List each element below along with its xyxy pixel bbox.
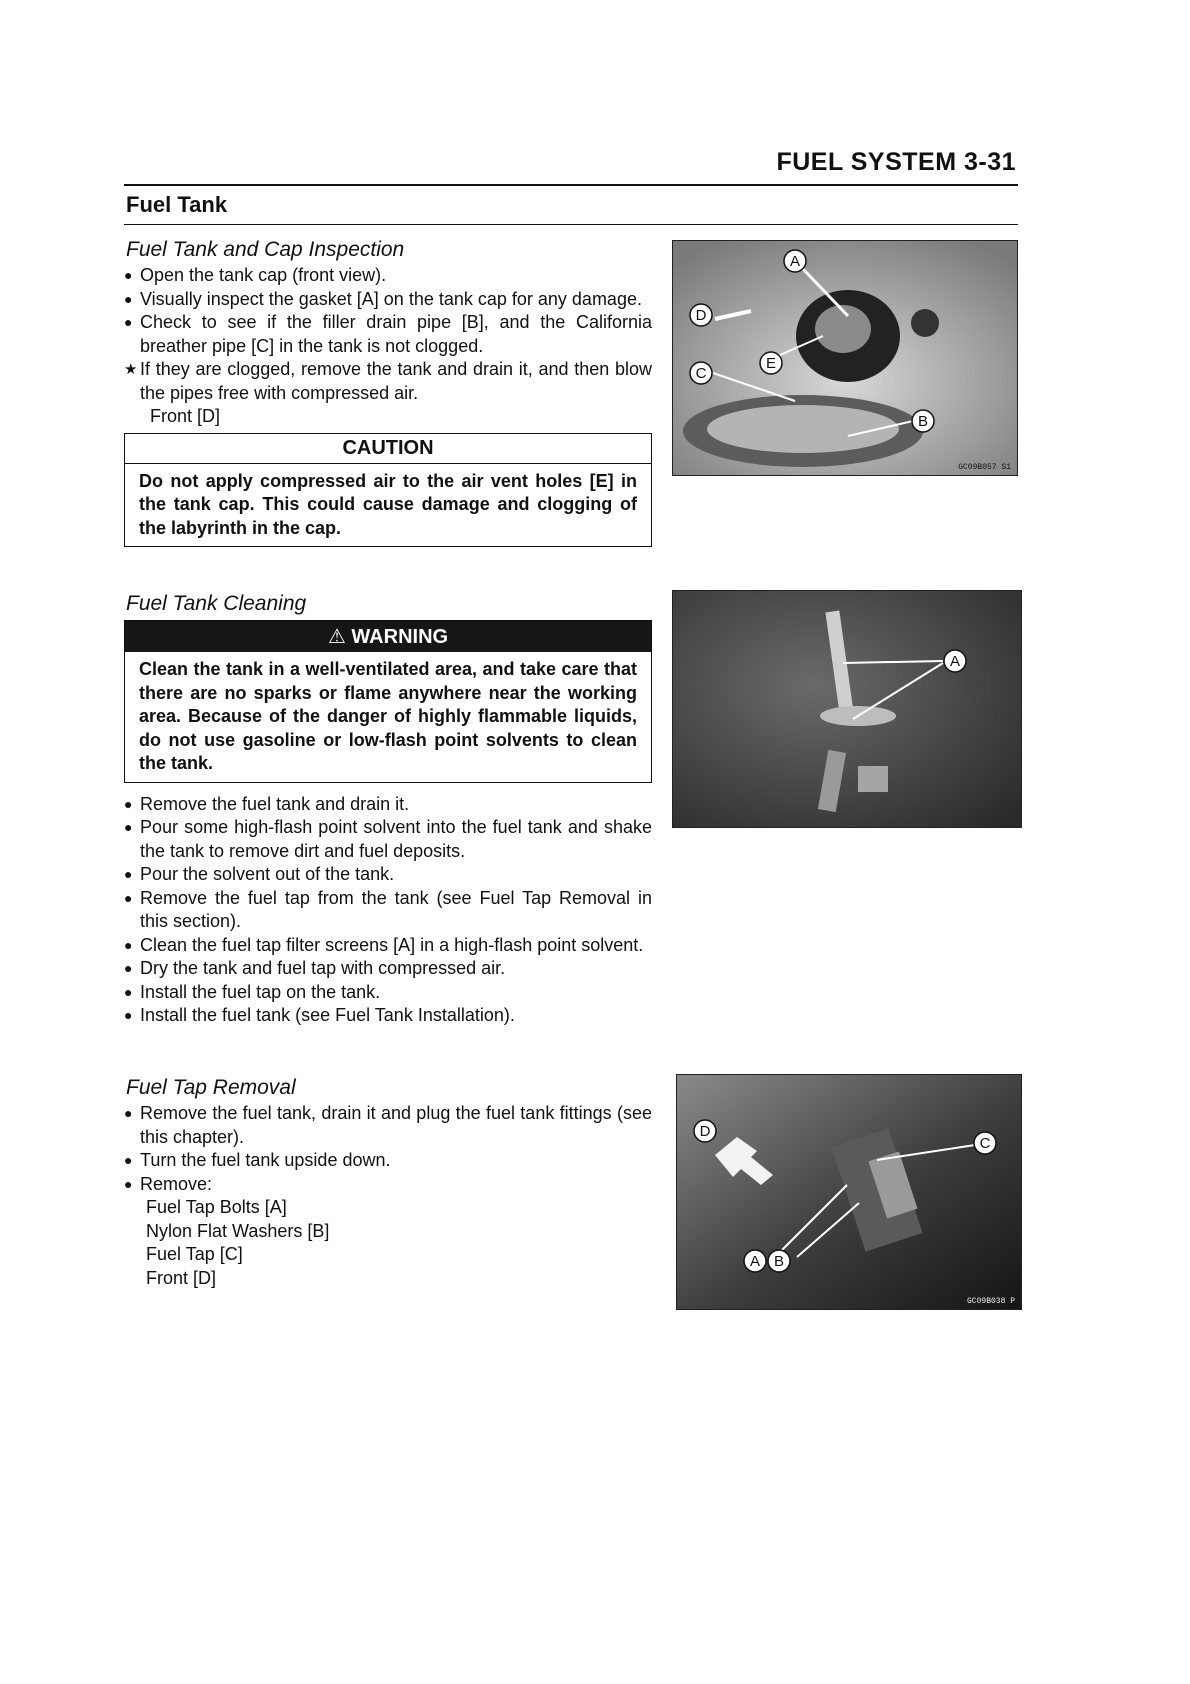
cleaning-heading: Fuel Tank Cleaning	[126, 592, 307, 615]
list-item: ● Check to see if the filler drain pipe [B], and the California breather pipe [C] in the tank is not clogged.	[124, 311, 652, 358]
callout-label: D	[695, 307, 707, 324]
callout-label: A	[749, 1253, 761, 1270]
tank-cap-photo	[672, 240, 1018, 476]
callout-label: C	[979, 1135, 991, 1152]
cleaning-block	[124, 592, 652, 1028]
page-title: FUEL SYSTEM 3-31	[776, 148, 1016, 176]
callout-b	[912, 410, 934, 432]
callout-label: A	[949, 653, 961, 670]
list-item: Front [D]	[150, 406, 221, 426]
warning-text: Clean the tank in a well-ventilated area, and take care that there are no sparks or flame anywhere near the working area. Because of the danger of highly flammable liquids, do not use gasoline or low-flash point solvents to clean the tank.	[139, 659, 637, 773]
fuel-tap-removal-photo	[676, 1074, 1022, 1310]
callout-d	[694, 1120, 716, 1142]
section-title: Fuel Tank	[126, 192, 228, 217]
callout-c	[690, 362, 712, 384]
list-item: ● Remove:	[124, 1173, 652, 1197]
warning-header	[125, 621, 651, 652]
callout-a	[744, 1250, 766, 1272]
warning-triangle-icon: ⚠	[327, 626, 346, 648]
list-item: ● Clean the fuel tap filter screens [A] in a high-flash point solvent.	[124, 934, 652, 958]
list-item: ● Dry the tank and fuel tap with compressed air.	[124, 957, 652, 981]
inspection-heading: Fuel Tank and Cap Inspection	[126, 238, 405, 261]
fuel-tap-filter-photo	[672, 590, 1022, 828]
list-item: Fuel Tap [C]	[146, 1244, 243, 1264]
callout-c	[974, 1132, 996, 1154]
list-item: ● Remove the fuel tap from the tank (see Fuel Tap Removal in this section).	[124, 887, 652, 934]
figure-code: GC09B057 S1	[958, 463, 1011, 472]
list-item: ● Install the fuel tap on the tank.	[124, 981, 652, 1005]
list-item: Front [D]	[146, 1267, 217, 1288]
callout-label: B	[917, 413, 929, 430]
warning-label: WARNING	[351, 626, 449, 648]
callout-a	[784, 250, 806, 272]
list-item: ● Install the fuel tank (see Fuel Tank Installation).	[124, 1004, 652, 1028]
list-item: ● Remove the fuel tank, drain it and plug the fuel tank fittings (see this chapter).	[124, 1102, 652, 1149]
removal-block	[124, 1076, 652, 1290]
callout-label: C	[695, 365, 707, 382]
caution-label: CAUTION	[125, 434, 651, 464]
callout-label: D	[699, 1123, 711, 1140]
caution-box	[124, 433, 652, 548]
warning-box	[124, 620, 652, 783]
list-item: ● Turn the fuel tank upside down.	[124, 1149, 652, 1173]
list-item: ● Pour some high-flash point solvent into the fuel tank and shake the tank to remove dirt and fuel deposits.	[124, 816, 652, 863]
callout-e	[760, 352, 782, 374]
inspection-steps	[124, 264, 652, 429]
list-item: ● Visually inspect the gasket [A] on the tank cap for any damage.	[124, 288, 652, 312]
cleaning-steps	[124, 793, 652, 1028]
list-item: ● Open the tank cap (front view).	[124, 264, 652, 288]
callout-a	[944, 650, 966, 672]
figure-code: GC09B038 P	[966, 1297, 1015, 1306]
list-item: ● Pour the solvent out of the tank.	[124, 863, 652, 887]
callout-label: E	[765, 355, 777, 372]
removal-steps	[124, 1102, 652, 1290]
caution-text: Do not apply compressed air to the air vent holes [E] in the tank cap. This could cause damage and clogging of the labyrinth in the cap.	[139, 470, 637, 538]
list-item: ★ If they are clogged, remove the tank and drain it, and then blow the pipes free with compressed air.	[124, 358, 652, 405]
removal-heading: Fuel Tap Removal	[126, 1076, 296, 1099]
callout-b	[768, 1250, 790, 1272]
callout-label: A	[789, 253, 801, 270]
list-item: Fuel Tap Bolts [A]	[146, 1197, 287, 1217]
page-header	[124, 146, 1018, 186]
list-item: Nylon Flat Washers [B]	[146, 1220, 330, 1241]
inspection-block	[124, 238, 652, 547]
callout-d	[690, 304, 712, 326]
section-heading	[124, 188, 1018, 225]
callout-label: B	[773, 1253, 785, 1270]
list-item: ● Remove the fuel tank and drain it.	[124, 793, 652, 817]
